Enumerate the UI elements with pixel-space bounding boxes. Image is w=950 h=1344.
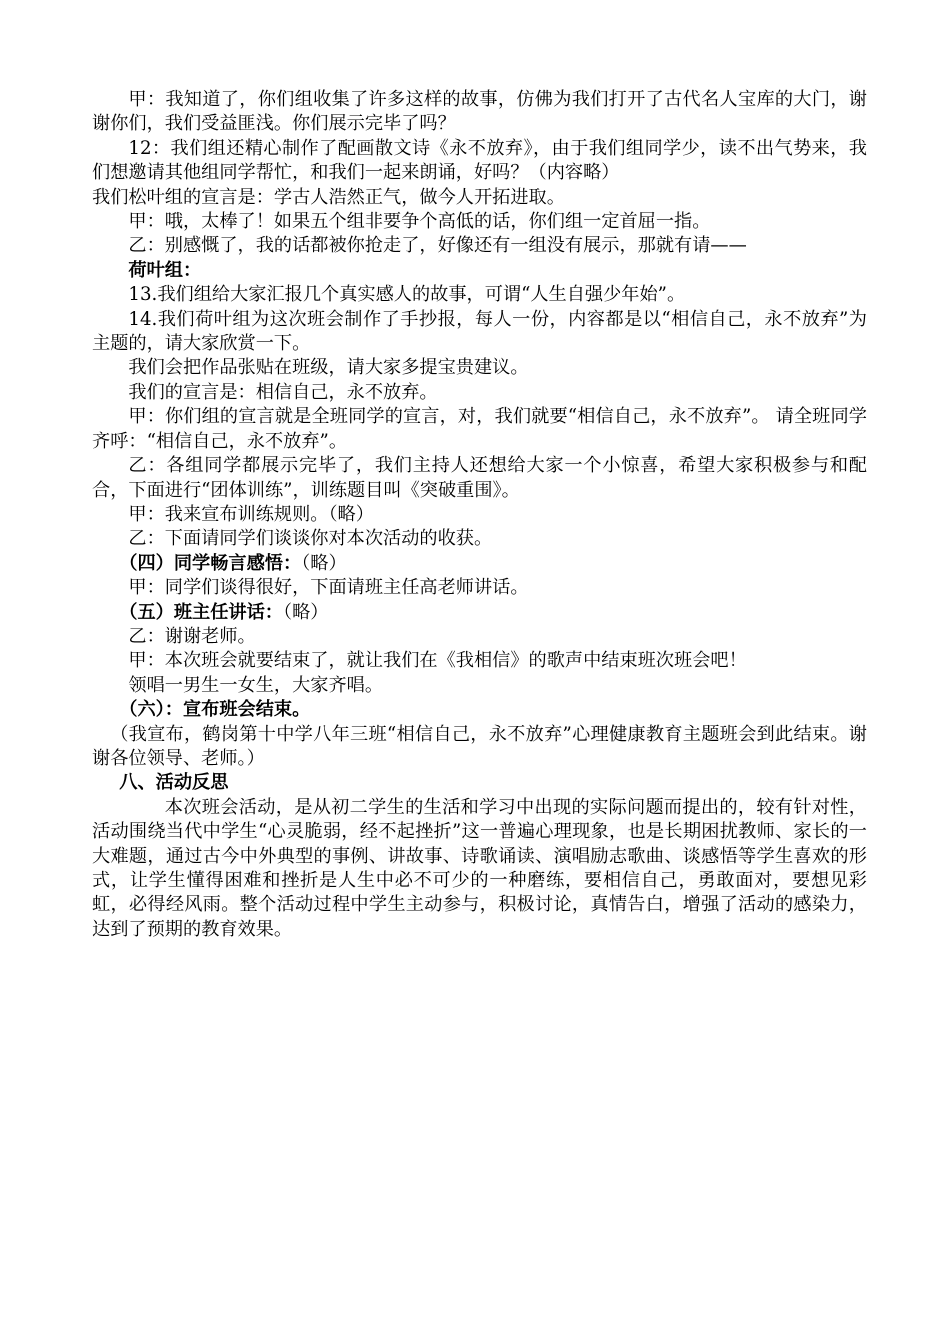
heading-reflection: 八、活动反思: [119, 772, 229, 794]
paragraph-jia-2: 甲：哦，太棒了！如果五个组非要争个高低的话，你们组一定首屈一指。: [128, 211, 711, 233]
paragraph-posting: 我们会把作品张贴在班级，请大家多提宝贵建议。: [128, 357, 529, 379]
paragraph-item-14: 14.我们荷叶组为这次班会制作了手抄报，每人一份，内容都是以“相信自己，永不放弃”为主题的，请大家欣赏一下。: [92, 308, 867, 355]
paragraph-yi-2: 乙：各组同学都展示完毕了，我们主持人还想给大家一个小惊喜，希望大家积极参与和配合，下面进行“团体训练”，训练题目叫《突破重围》。: [92, 455, 867, 501]
paragraph-jia-6: 甲：本次班会就要结束了，就让我们在《我相信》的歌声中结束班次班会吧！: [128, 650, 747, 672]
paragraph-yi-1: 乙：别感慨了，我的话都被你抢走了，好像还有一组没有展示，那就有请——: [128, 235, 747, 257]
paragraph-jia-4: 甲：我来宣布训练规则。（略）: [128, 503, 374, 525]
paragraph-jia-1: 甲：我知道了，你们组收集了许多这样的故事，仿佛为我们打开了古代名人宝库的大门，谢谢你们，我们受益匪浅。你们展示完毕了吗？: [92, 89, 867, 135]
paragraph-sing: 领唱一男生一女生，大家齐唱。: [128, 674, 384, 696]
heading-heye-group: 荷叶组：: [128, 259, 202, 281]
section-four-heading: （四）同学畅言感悟：: [119, 552, 302, 574]
section-five-heading: （五）班主任讲话：: [119, 601, 283, 623]
paragraph-heye-declaration: 我们的宣言是：相信自己，永不放弃。: [128, 381, 438, 403]
paragraph-yi-3: 乙：下面请同学们谈谈你对本次活动的收获。: [128, 528, 493, 550]
paragraph-item-12: 12：我们组还精心制作了配画散文诗《永不放弃》，由于我们组同学少，读不出气势来，我们想邀请其他组同学帮忙，和我们一起来朗诵，好吗？（内容略）: [92, 137, 867, 184]
paragraph-songye-declaration: 我们松叶组的宣言是：学古人浩然正气，做今人开拓进取。: [92, 186, 565, 208]
paragraph-jia-5: 甲：同学们谈得很好，下面请班主任高老师讲话。: [128, 577, 529, 599]
paragraph-announcement: （我宣布，鹤岗第十中学八年三班“相信自己，永不放弃”心理健康教育主题班会到此结束。谢谢各位领导、老师。）: [92, 723, 867, 769]
paragraph-yi-4: 乙：谢谢老师。: [128, 625, 256, 647]
section-four: [92, 552, 867, 576]
section-five: [92, 601, 867, 625]
document-page: [92, 88, 867, 942]
paragraph-reflection: 本次班会活动，是从初二学生的生活和学习中出现的实际问题而提出的，较有针对性，活动围绕当代中学生“心灵脆弱，经不起挫折”这一普遍心理现象，也是长期困扰教师、家长的一大难题，通过古今中外典型的事例、讲故事、诗歌诵读、演唱励志歌曲、谈感悟等学生喜欢的形式，让学生懂得困难和挫折是人生中必不可少的一种磨练，要相信自己，勇敢面对，要想见彩虹，必得经风雨。整个活动过程中学生主动参与，积极讨论，真情告白，增强了活动的感染力，达到了预期的教育效果。: [92, 796, 867, 940]
section-four-note: （略）: [301, 552, 347, 574]
paragraph-jia-3: 甲：你们组的宣言就是全班同学的宣言，对，我们就要“相信自己，永不放弃”。 请全班同学齐呼：“相信自己，永不放弃”。: [92, 406, 867, 452]
paragraph-item-13: 13.我们组给大家汇报几个真实感人的故事，可谓“人生自强少年始”。: [128, 284, 686, 306]
section-five-note: （略）: [283, 601, 329, 623]
section-six-heading: （六）：宣布班会结束。: [119, 699, 311, 721]
